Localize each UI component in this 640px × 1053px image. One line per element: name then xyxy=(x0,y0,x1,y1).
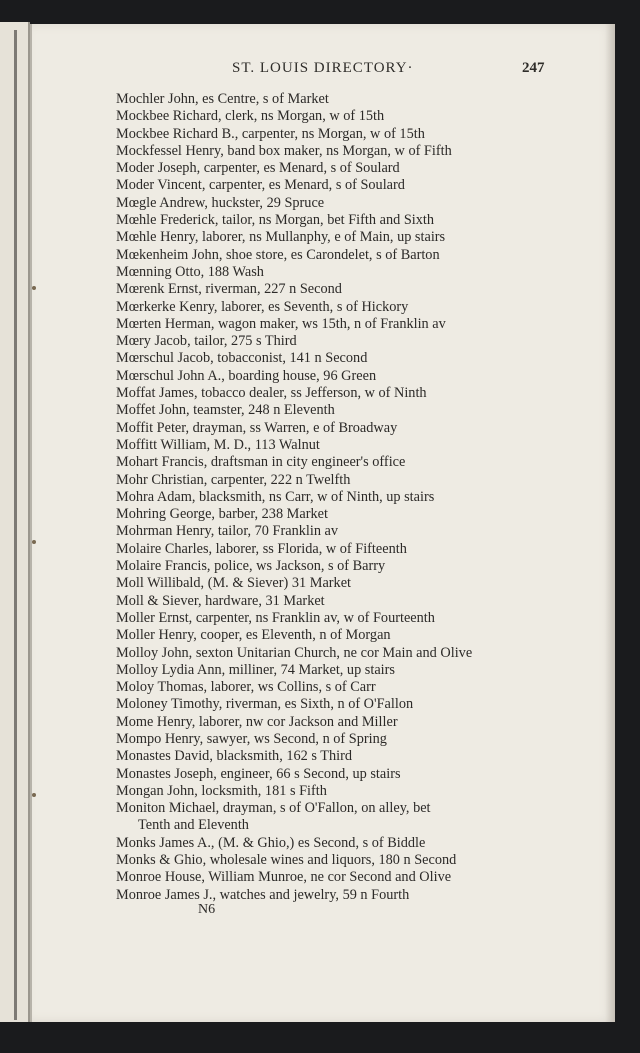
directory-entry: Mœhle Henry, laborer, ns Mullanphy, e of Main, up stairs xyxy=(116,229,446,246)
directory-entry: Moll Willibald, (M. & Siever) 31 Market xyxy=(116,575,352,592)
directory-entry: Molloy John, sexton Unitarian Church, ne cor Main and Olive xyxy=(116,644,473,661)
directory-entry: Mome Henry, laborer, nw cor Jackson and Miller xyxy=(116,713,398,730)
directory-entry: Mohr Christian, carpenter, 222 n Twelfth xyxy=(116,471,351,488)
directory-entry: Mœrten Herman, wagon maker, ws 15th, n of Franklin av xyxy=(116,315,446,332)
directory-entry: Mompo Henry, sawyer, ws Second, n of Spring xyxy=(116,730,387,747)
directory-entry: Moloney Timothy, riverman, es Sixth, n of O'Fallon xyxy=(116,696,414,713)
directory-entry: Mœry Jacob, tailor, 275 s Third xyxy=(116,333,297,350)
directory-entry: Mœgle Andrew, huckster, 29 Spruce xyxy=(116,194,325,211)
page-edge-shadow xyxy=(605,24,615,1022)
directory-entry: Mœrschul John A., boarding house, 96 Green xyxy=(116,367,377,384)
directory-entry: Monastes Joseph, engineer, 66 s Second, up stairs xyxy=(116,765,401,782)
directory-entry: Mœrschul Jacob, tobacconist, 141 n Second xyxy=(116,350,368,367)
directory-entry: Mœrenk Ernst, riverman, 227 n Second xyxy=(116,281,342,298)
directory-entry: Moniton Michael, drayman, s of O'Fallon, on alley, bet xyxy=(116,800,431,817)
directory-entry: Mœkenheim John, shoe store, es Carondelet, s of Barton xyxy=(116,246,440,263)
directory-entry: Molloy Lydia Ann, milliner, 74 Market, up stairs xyxy=(116,661,395,678)
directory-entry: Molaire Charles, laborer, ss Florida, w of Fifteenth xyxy=(116,540,407,557)
directory-entry: Monastes David, blacksmith, 162 s Third xyxy=(116,748,353,765)
running-header xyxy=(32,60,615,82)
binding-thread-mark xyxy=(32,286,36,290)
directory-entry: Moll & Siever, hardware, 31 Market xyxy=(116,592,325,609)
directory-page xyxy=(30,24,615,1022)
directory-entry: Mœnning Otto, 188 Wash xyxy=(116,263,264,280)
directory-entry: Moffit Peter, drayman, ss Warren, e of Broadway xyxy=(116,419,398,436)
directory-entry: Mongan John, locksmith, 181 s Fifth xyxy=(116,782,327,799)
directory-entry: Moller Henry, cooper, es Eleventh, n of Morgan xyxy=(116,627,391,644)
directory-entry: Mohart Francis, draftsman in city engineer's office xyxy=(116,454,406,471)
directory-entry: Mohra Adam, blacksmith, ns Carr, w of Ninth, up stairs xyxy=(116,488,435,505)
directory-entry: Monks & Ghio, wholesale wines and liquors, 180 n Second xyxy=(116,852,457,869)
directory-entry: Mohrman Henry, tailor, 70 Franklin av xyxy=(116,523,339,540)
directory-entry: Moller Ernst, carpenter, ns Franklin av, w of Fourteenth xyxy=(116,609,435,626)
binding-gutter xyxy=(14,30,17,1020)
directory-entry: Mockbee Richard B., carpenter, ns Morgan, w of 15th xyxy=(116,125,425,142)
directory-entry: Moder Vincent, carpenter, es Menard, s of Soulard xyxy=(116,177,405,194)
directory-entry: Mockbee Richard, clerk, ns Morgan, w of 15th xyxy=(116,108,385,125)
directory-entries xyxy=(116,91,596,904)
directory-entry: Mœrkerke Kenry, laborer, es Seventh, s of Hickory xyxy=(116,298,409,315)
directory-entry: Moffat James, tobacco dealer, ss Jefferson, w of Ninth xyxy=(116,385,427,402)
directory-entry: Moder Joseph, carpenter, es Menard, s of Soulard xyxy=(116,160,400,177)
directory-entry: Mœhle Frederick, tailor, ns Morgan, bet Fifth and Sixth xyxy=(116,212,435,229)
directory-entry: Mockfessel Henry, band box maker, ns Morgan, w of Fifth xyxy=(116,142,452,159)
directory-entry: Molaire Francis, police, ws Jackson, s of Barry xyxy=(116,558,386,575)
directory-entry: Moffitt William, M. D., 113 Walnut xyxy=(116,436,320,453)
directory-entry-continuation: Tenth and Eleventh xyxy=(138,817,249,834)
header-title: ST. LOUIS DIRECTORY· xyxy=(232,60,414,76)
directory-entry: Mochler John, es Centre, s of Market xyxy=(116,91,329,107)
binding-thread-mark xyxy=(32,540,36,544)
directory-entry: Monroe House, William Munroe, ne cor Second and Olive xyxy=(116,869,452,886)
directory-entry: Moloy Thomas, laborer, ws Collins, s of Carr xyxy=(116,679,376,696)
signature-mark: N6 xyxy=(198,902,216,917)
page-number: 247 xyxy=(522,60,545,76)
binding-thread-mark xyxy=(32,793,36,797)
directory-entry: Monks James A., (M. & Ghio,) es Second, s of Biddle xyxy=(116,834,426,851)
directory-entry: Moffet John, teamster, 248 n Eleventh xyxy=(116,402,335,419)
directory-entry: Mohring George, barber, 238 Market xyxy=(116,506,328,523)
directory-entry: Monroe James J., watches and jewelry, 59 n Fourth xyxy=(116,886,410,903)
